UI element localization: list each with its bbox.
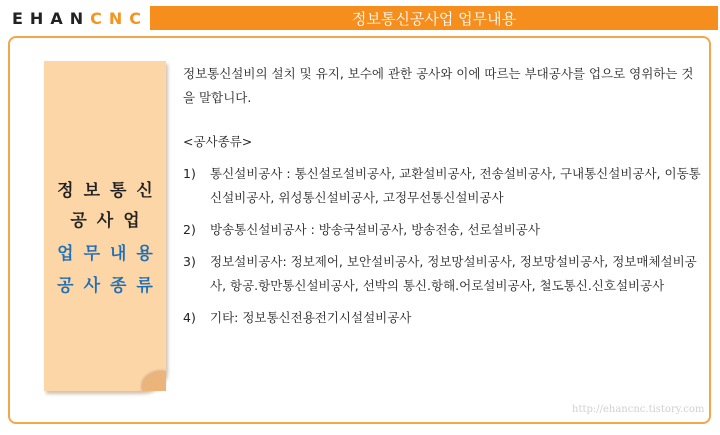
intro-text: 정보통신설비의 설치 및 유지, 보수에 관한 공사와 이에 따르는 부대공사를 업으로 영위하는 것을 말합니다. bbox=[183, 66, 694, 105]
watermark-url: http://ehancnc.tistory.com bbox=[572, 404, 705, 415]
content-body bbox=[183, 62, 703, 330]
note-line-3: 업무내용 bbox=[57, 244, 163, 264]
list-item-number: 4) bbox=[183, 310, 196, 325]
list-item-text: 정보설비공사: 정보제어, 보안설비공사, 정보망설비공사, 정보망설비공사, 정보매체설비공사, 항공.항만통신설비공사, 선박의 통신.항해.어로설비공사, 철도통신.신호설비공사 bbox=[210, 254, 697, 293]
list-item bbox=[183, 250, 703, 298]
list-item bbox=[183, 306, 703, 330]
list-item-text: 방송통신설비공사 : 방송국설비공사, 방송전송, 선로설비공사 bbox=[210, 222, 540, 237]
note-line-2: 공사업 bbox=[70, 211, 150, 231]
list-item-text: 통신설비공사 : 통신설로설비공사, 교환설비공사, 전송설비공사, 구내통신설비공사, 이동통신설비공사, 위성통신설비공사, 고정무선통신설비공사 bbox=[210, 166, 701, 205]
list-item bbox=[183, 162, 703, 210]
section-title: <공사종류> bbox=[183, 134, 253, 149]
page-title: 정보통신공사업 업무내용 bbox=[351, 9, 517, 28]
list-item bbox=[183, 218, 703, 242]
logo-part1: EHAN bbox=[12, 8, 91, 28]
list-item-number: 2) bbox=[183, 222, 196, 237]
logo-part2: CNC bbox=[90, 8, 148, 28]
list-item-text: 기타: 정보통신전용전기시설설비공사 bbox=[210, 310, 412, 325]
note-line-4: 공사종류 bbox=[57, 276, 163, 296]
note-line-1: 정보통신 bbox=[57, 181, 163, 201]
logo bbox=[12, 6, 148, 30]
header-bar bbox=[150, 6, 718, 30]
list-item-number: 1) bbox=[183, 166, 196, 181]
list-item-number: 3) bbox=[183, 254, 196, 269]
